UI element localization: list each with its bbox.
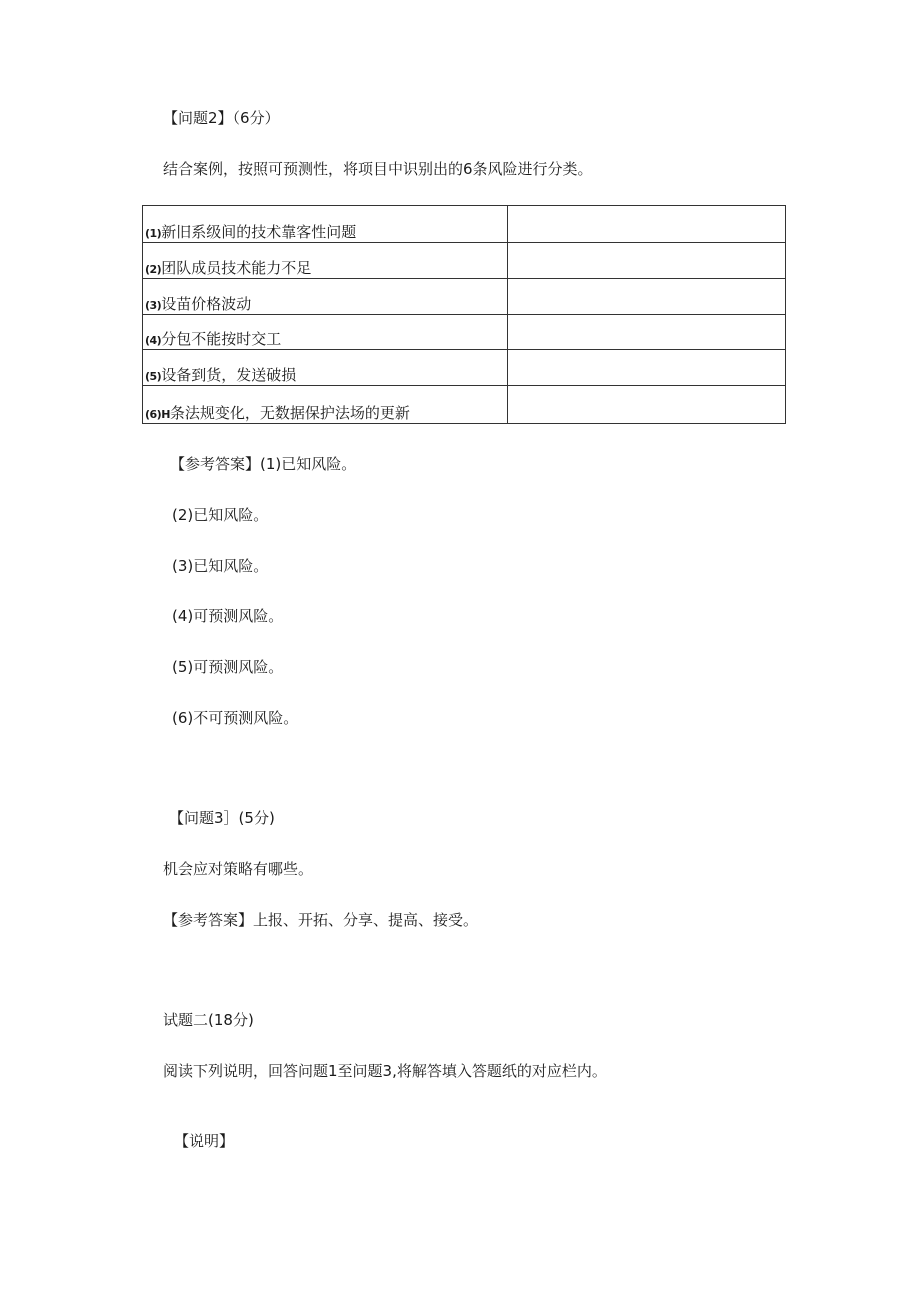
risk-text: 分包不能按时交工 <box>161 330 282 348</box>
risk-number: (1) <box>145 227 162 240</box>
table-row <box>143 279 786 315</box>
q2-answer-5: (5)可预测风险。 <box>172 658 284 676</box>
answer-label: 【参考答案】 <box>170 455 261 473</box>
answer-cell[interactable] <box>508 315 786 350</box>
risk-number: (5) <box>145 370 162 383</box>
q2-answer-2: (2)已知风险。 <box>172 506 269 524</box>
table-row <box>143 315 786 350</box>
risk-cell <box>143 350 508 386</box>
q2-answer-6: (6)不可预测风险。 <box>172 709 299 727</box>
table-row <box>143 243 786 279</box>
table-row <box>143 206 786 243</box>
answer-label: 【参考答案】 <box>163 911 254 929</box>
q2-answer-4: (4)可预测风险。 <box>172 607 284 625</box>
q3-prompt: 机会应对策略有哪些。 <box>163 860 314 878</box>
table-row <box>143 386 786 424</box>
answer-cell[interactable] <box>508 350 786 386</box>
q2-prompt: 结合案例，按照可预测性，将项目中识别出的6条风险进行分类。 <box>163 160 593 178</box>
answer-cell[interactable] <box>508 243 786 279</box>
risk-cell <box>143 206 508 243</box>
risk-cell <box>143 315 508 350</box>
risk-text: 设备到货，发送破损 <box>161 366 297 384</box>
answer-text: 上报、开拓、分享、提高、接受。 <box>253 911 479 929</box>
answer-text: (1)已知风险。 <box>260 455 357 473</box>
answer-cell[interactable] <box>508 386 786 424</box>
risk-number: (6)H <box>145 408 170 421</box>
risk-text: 团队成员技术能力不足 <box>161 259 312 277</box>
risk-classification-table <box>142 205 786 424</box>
risk-text: 设苗价格波动 <box>161 295 252 313</box>
q3-heading: 【问题3］(5分) <box>169 809 275 827</box>
q2-answer-3: (3)已知风险。 <box>172 557 269 575</box>
q3-answer <box>163 910 478 930</box>
risk-cell <box>143 386 508 424</box>
risk-number: (4) <box>145 334 162 347</box>
risk-cell <box>143 279 508 315</box>
risk-text: 新旧系级间的技术靠客性问题 <box>161 223 357 241</box>
exam2-title: 试题二(18分) <box>163 1011 254 1029</box>
table-row <box>143 350 786 386</box>
q2-answer-1 <box>170 454 356 474</box>
exam2-instruction: 阅读下列说明，回答问题1至问题3,将解答填入答题纸的对应栏内。 <box>163 1062 607 1080</box>
answer-cell[interactable] <box>508 206 786 243</box>
risk-cell <box>143 243 508 279</box>
risk-number: (2) <box>145 263 162 276</box>
exam2-section-label: 【说明】 <box>174 1132 235 1150</box>
answer-cell[interactable] <box>508 279 786 315</box>
risk-number: (3) <box>145 299 162 312</box>
risk-text: 条法规变化，无数据保护法场的更新 <box>169 404 410 422</box>
q2-heading: 【问题2】（6分） <box>163 109 280 127</box>
